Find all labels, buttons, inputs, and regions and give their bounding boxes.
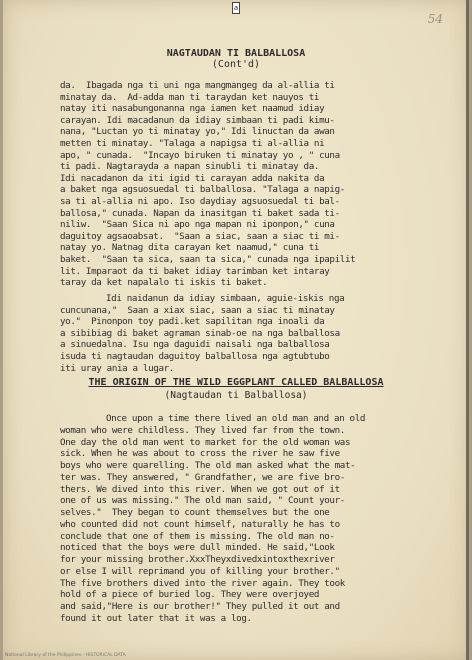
text-line: noticed that the boys were dull minded. He said,"Look: [60, 542, 335, 554]
text-line: cuncunana," Saan a xiax siac, saan a siac ti minatay: [60, 304, 335, 316]
text-line: Once upon a time there lived an old man and an old: [106, 413, 366, 424]
text-line: a sibibiag di baket agraman sinab-oe na nga balballosa: [60, 327, 340, 339]
text-line: minatay da. Ad-adda man ti taraydan ket nauyos ti: [60, 91, 320, 103]
text-line: hold of a piece of buried log. They were overjoyed: [60, 589, 320, 601]
story-title: THE ORIGIN OF THE WILD EGGPLANT CALLED BALBALLOSA: [88, 377, 384, 388]
heading-subtitle: (Cont'd): [211, 59, 261, 70]
text-line: or else I will reprimand you of killing your brother.": [60, 565, 340, 577]
text-line: nana, "Luctan yo ti minatay yo," Idi linuctan da awan: [60, 126, 335, 138]
footer-credit: National Library of the Philippines - HISTORICAL DATA: [5, 653, 126, 658]
text-line: a baket nga agsuosuedal ti balballosa. "Talaga a napig-: [60, 184, 345, 196]
top-marker: a: [233, 4, 239, 12]
text-line: da. Ibagada nga ti uni nga mangmangeg da al-allia ti: [60, 80, 335, 91]
text-line: selves." They began to count themselves but the one: [60, 507, 330, 518]
text-line: isuda ti nagtaudan daguitoy balballosa nga agtubtubo: [60, 350, 330, 362]
text-line: found it out later that it was a log.: [60, 612, 252, 624]
text-line: boys who were quarelling. The old man asked what the mat-: [60, 460, 356, 471]
text-line: sa ti al-allia ni apo. Iso daydiay agsuosuedal ti bal-: [60, 195, 340, 207]
story-subtitle: (Nagtaudan ti Balballosa): [164, 390, 308, 401]
text-line: a sinuedalna. Isu nga daguidi naisali nga balballosa: [60, 339, 330, 351]
text-line: Idi naidanun da idiay simbaan, aguie-iskis nga: [106, 293, 345, 304]
text-line: one of us was missing." The old man said, " Count your-: [60, 495, 345, 507]
text-line: ti padi. Nagtarayda a napan sinubli ti minatay da.: [60, 161, 320, 173]
text-line: for your missing brother.XxxTheyxdivedxintoxthexriver: [60, 554, 335, 565]
text-line: ballosa," cunada. Napan da inasitgan ti baket sada ti-: [60, 207, 340, 219]
text-line: lit. Imparaot da ti baket idiay tarimban ket intaray: [60, 265, 330, 277]
paragraph-2: [60, 293, 440, 374]
text-line: who counted did not count himself, naturally he has to: [60, 518, 340, 530]
text-line: thers. We dived into this river. When we got out of it: [60, 483, 340, 495]
text-line: metten ti minatay. "Talaga a napigsa ti al-allia ni: [60, 137, 325, 149]
text-line: sick. When he was about to cross the river he saw five: [60, 448, 340, 460]
text-line: iti uray ania a lugar.: [60, 362, 174, 374]
text-line: natay iti nasabungonanna nga iamen ket naamud idiay: [60, 103, 325, 115]
page-number: 54: [427, 12, 443, 26]
text-line: taray da ket napalalo ti iskis ti baket.: [60, 277, 268, 289]
text-line: conclude that one of them is missing. The old man no-: [60, 530, 335, 542]
heading-title: NAGTAUDAN TI BALBALLOSA: [166, 48, 306, 59]
text-line: yo." Pinonpon toy padi.ket sapilitan nga inoali da: [60, 316, 325, 328]
text-line: natay yo. Natnag dita carayan ket naamud," cuna ti: [60, 242, 320, 254]
text-line: daguitoy agsaoabsat. "Saan a siac, saan a siac ti mi-: [60, 230, 340, 242]
text-line: woman who were childless. They lived far from the town.: [60, 424, 345, 436]
text-line: niliw. "Saan Sica ni apo nga mapan ni iponpon," cuna: [60, 219, 335, 231]
text-line: and said,"Here is our brother!" They pulled it out and: [60, 601, 340, 612]
text-line: carayan. Idi macadanun da idiay simbaan ti padi kimu-: [60, 114, 335, 126]
text-line: One day the old man went to market for the old woman was: [60, 436, 351, 448]
text-line: ter was. They answered, " Grandfather, we are five bro-: [60, 471, 345, 483]
text-line: apo, " cunada. "Incayo biruken ti minatay yo , " cuna: [60, 149, 340, 161]
paragraph-3: [60, 413, 440, 625]
text-line: baket. "Saan ta sica, saan ta sica," cunada nga ipapilit: [60, 253, 356, 265]
paragraph-1: [60, 80, 440, 289]
text-line: Idi nacadanon da iti igid ti carayan adda nakita da: [60, 172, 325, 184]
page-edge: [466, 0, 469, 660]
document-page: [3, 0, 469, 660]
text-line: The five brothers dived into the river again. They took: [60, 577, 345, 589]
